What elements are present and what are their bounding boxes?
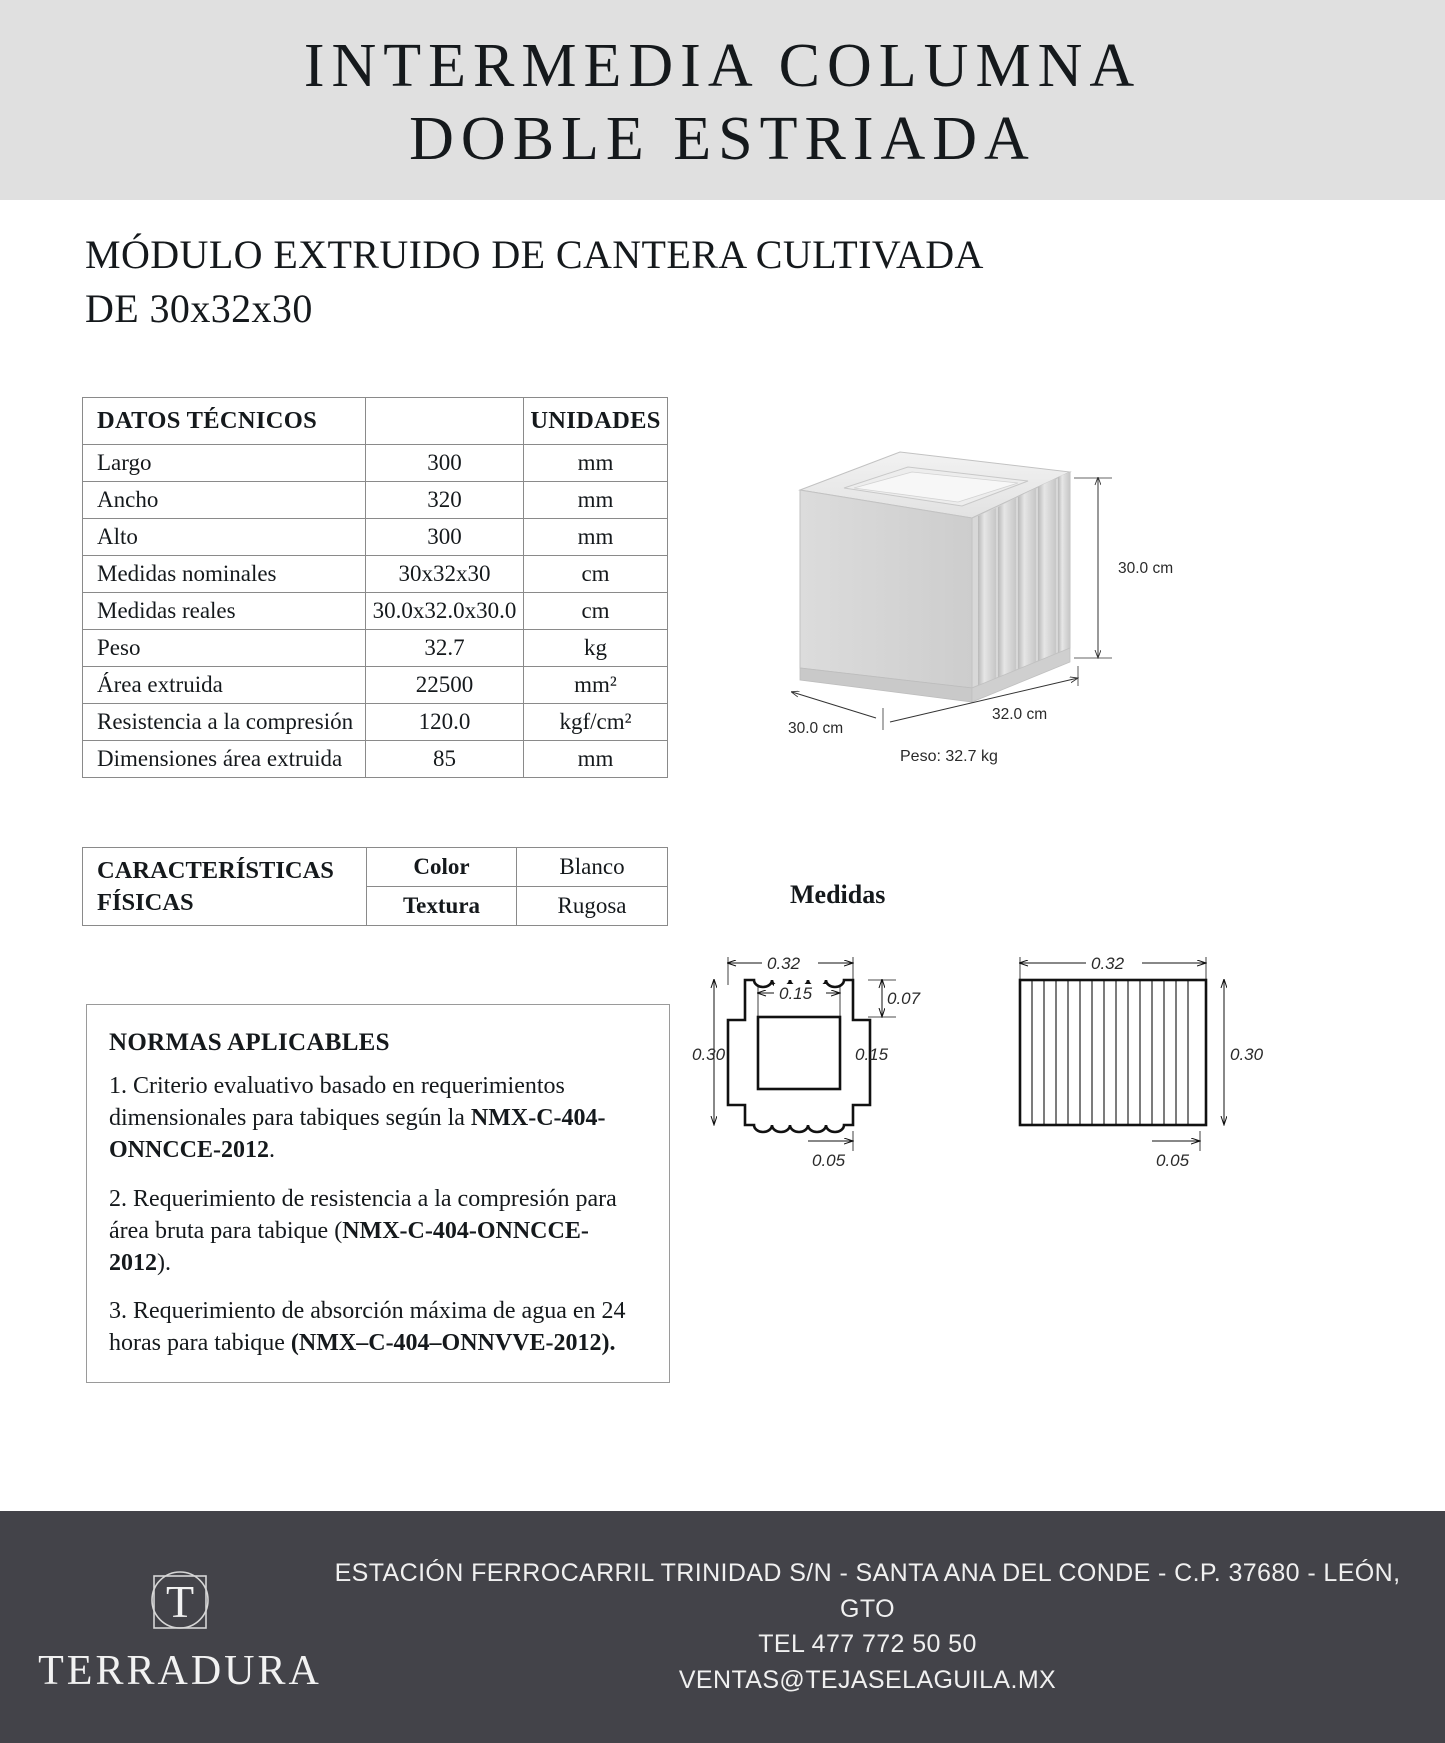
norm-item-1 — [109, 1071, 647, 1167]
row-unit: mm — [524, 741, 668, 778]
plan-top-width-label: 0.32 — [767, 954, 801, 973]
plan-left-height-label: 0.30 — [692, 1045, 726, 1064]
elevation-top-width-label: 0.32 — [1091, 954, 1125, 973]
row-value: 300 — [366, 519, 524, 556]
table-row — [83, 704, 668, 741]
product-description — [85, 228, 1085, 336]
norm-item-2 — [109, 1184, 647, 1280]
norm-2-text: 2. Requerimiento de resistencia a la compresión para área bruta para tabique ( — [109, 1185, 617, 1244]
row-label: Área extruida — [83, 667, 366, 704]
phys-heading-line-2: FÍSICAS — [97, 888, 194, 916]
row-value: 120.0 — [366, 704, 524, 741]
monogram-letter: T — [165, 1576, 195, 1627]
table-row — [83, 667, 668, 704]
medidas-heading: Medidas — [790, 880, 886, 909]
terradura-monogram-icon — [137, 1559, 223, 1645]
contact-email: VENTAS@TEJASELAGUILA.MX — [678, 1665, 1057, 1694]
table-row — [83, 848, 668, 887]
elevation-view — [1020, 954, 1224, 1151]
elevation-wall-label: 0.05 — [1156, 1151, 1190, 1170]
page-title — [304, 30, 1141, 176]
brand-logo — [0, 1559, 330, 1695]
row-value: 300 — [366, 445, 524, 482]
contact-address: ESTACIÓN FERROCARRIL TRINIDAD S/N - SANTA ANA DEL CONDE - C.P. 37680 - LEÓN, GTO — [334, 1559, 1401, 1623]
row-value: 85 — [366, 741, 524, 778]
row-unit: mm — [524, 519, 668, 556]
row-label: Medidas nominales — [83, 556, 366, 593]
norm-1-code: NMX-C-404-ONNCCE-2012 — [109, 1104, 606, 1163]
table-header-row — [83, 398, 668, 445]
technical-drawings — [692, 945, 1320, 1245]
contact-phone: TEL 477 772 50 50 — [758, 1630, 977, 1658]
contact-info — [330, 1556, 1445, 1698]
plan-flute-depth-label: 0.07 — [887, 989, 921, 1008]
applicable-norms-box — [86, 1004, 670, 1383]
row-value: 32.7 — [366, 630, 524, 667]
textura-value: Rugosa — [517, 887, 668, 926]
row-unit: cm — [524, 556, 668, 593]
phys-heading-line-1: CARACTERÍSTICAS — [97, 857, 334, 885]
color-value: Blanco — [517, 848, 668, 887]
color-key: Color — [367, 848, 517, 887]
row-unit: mm — [524, 445, 668, 482]
row-unit: mm² — [524, 667, 668, 704]
row-unit: cm — [524, 593, 668, 630]
row-value: 30x32x30 — [366, 556, 524, 593]
norm-1-text: 1. Criterio evaluativo basado en requerimientos dimensionales para tabiques según la — [109, 1073, 565, 1131]
table-row — [83, 741, 668, 778]
table-row — [83, 445, 668, 482]
product-3d-render — [740, 430, 1340, 790]
norm-1-suffix: . — [269, 1136, 275, 1163]
row-value: 22500 — [366, 667, 524, 704]
physical-characteristics-table — [82, 847, 668, 926]
norm-2-suffix: ). — [157, 1249, 171, 1276]
row-unit: kg — [524, 630, 668, 667]
row-label: Medidas reales — [83, 593, 366, 630]
technical-data-table — [82, 397, 668, 778]
row-label: Alto — [83, 519, 366, 556]
norms-title: NORMAS APLICABLES — [109, 1029, 390, 1056]
row-label: Resistencia a la compresión — [83, 704, 366, 741]
row-unit: mm — [524, 482, 668, 519]
render-depth-label: 30.0 cm — [788, 720, 844, 737]
table-row — [83, 482, 668, 519]
plan-inner-width-label: 0.15 — [779, 984, 813, 1003]
title-line-1: INTERMEDIA COLUMNA — [303, 31, 1142, 100]
render-width-label: 32.0 cm — [992, 706, 1048, 723]
row-unit: kgf/cm² — [524, 704, 668, 741]
page-footer — [0, 1511, 1445, 1743]
row-value: 30.0x32.0x30.0 — [366, 593, 524, 630]
table-row — [83, 593, 668, 630]
row-label: Dimensiones área extruida — [83, 741, 366, 778]
plan-inner-height-label: 0.15 — [855, 1045, 889, 1064]
render-svg — [740, 430, 1340, 750]
norm-item-3 — [109, 1296, 647, 1360]
norm-2-code: NMX-C-404-ONNCCE-2012 — [109, 1217, 589, 1276]
header-valor — [366, 398, 524, 445]
row-label: Largo — [83, 445, 366, 482]
row-label: Peso — [83, 630, 366, 667]
page-header — [0, 0, 1445, 200]
norm-3-code: (NMX–C-404–ONNVVE-2012). — [290, 1330, 616, 1357]
header-unidades: UNIDADES — [524, 398, 668, 445]
table-row — [83, 519, 668, 556]
plan-wall-label: 0.05 — [812, 1151, 846, 1170]
title-line-2: DOBLE ESTRIADA — [409, 105, 1036, 173]
product-description-line-1: MÓDULO EXTRUIDO DE CANTERA CULTIVADA — [85, 232, 984, 277]
elevation-right-height-label: 0.30 — [1230, 1045, 1264, 1064]
table-row — [83, 556, 668, 593]
row-label: Ancho — [83, 482, 366, 519]
row-value: 320 — [366, 482, 524, 519]
render-weight-caption: Peso: 32.7 kg — [900, 748, 998, 765]
render-height-label: 30.0 cm — [1118, 560, 1174, 577]
table-row — [83, 630, 668, 667]
textura-key: Textura — [367, 887, 517, 926]
brand-name: TERRADURA — [38, 1648, 322, 1694]
norm-3-text: 3. Requerimiento de absorción máxima de agua en 24 horas para tabique — [109, 1298, 626, 1357]
header-datos-tecnicos: DATOS TÉCNICOS — [83, 398, 366, 445]
physical-characteristics-heading — [83, 848, 367, 926]
product-description-line-2: DE 30x32x30 — [85, 286, 313, 331]
